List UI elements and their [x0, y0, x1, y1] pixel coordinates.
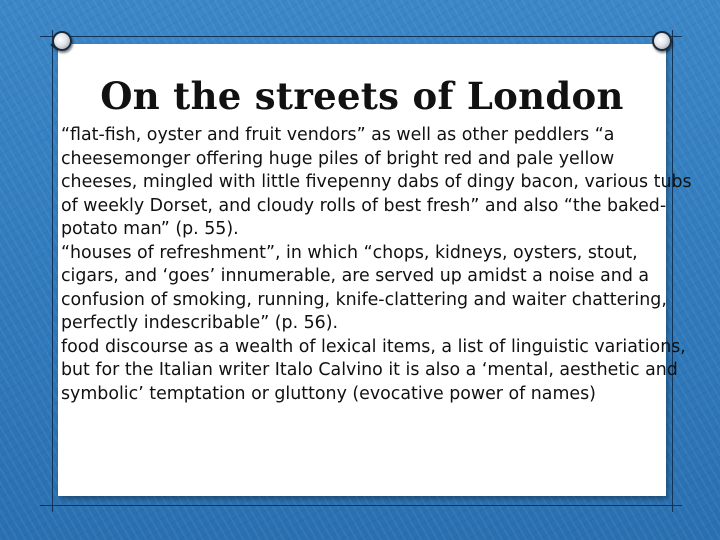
slide-title: On the streets of London	[100, 74, 624, 118]
bullet-item	[38, 336, 693, 407]
bullet-text: food discourse as a wealth of lexical items, a list of linguistic variations, but for the Italian writer Italo Calvino it is also a ‘mental, aesthetic and symbolic’ temptation or gluttony (evocative power of names)	[61, 336, 686, 404]
bullet-item	[38, 242, 693, 336]
circle-bullet-icon	[38, 130, 49, 141]
circle-bullet-icon	[38, 342, 49, 353]
frame-line-top	[40, 36, 682, 37]
bullet-item	[38, 124, 693, 242]
bullet-text: “flat-fish, oyster and fruit vendors” as well as other peddlers “a cheesemonger offering huge piles of bright red and pale yellow cheeses, mingled with little fivepenny dabs of dingy bacon, various tubs of weekly Dorset, and cloudy rolls of best fresh” and also “the baked-potato man” (p. 55).	[61, 125, 692, 239]
frame-line-bottom	[40, 505, 682, 506]
pin-right-icon	[652, 31, 672, 51]
bullet-text: “houses of refreshment”, in which “chops, kidneys, oysters, stout, cigars, and ‘goes’ innumerable, are served up amidst a noise and a confusion of smoking, running, knife-clattering and waiter chattering, perfectly indescribable” (p. 56).	[61, 242, 667, 333]
pin-left-icon	[52, 31, 72, 51]
bullet-list	[38, 124, 693, 406]
circle-bullet-icon	[38, 248, 49, 259]
